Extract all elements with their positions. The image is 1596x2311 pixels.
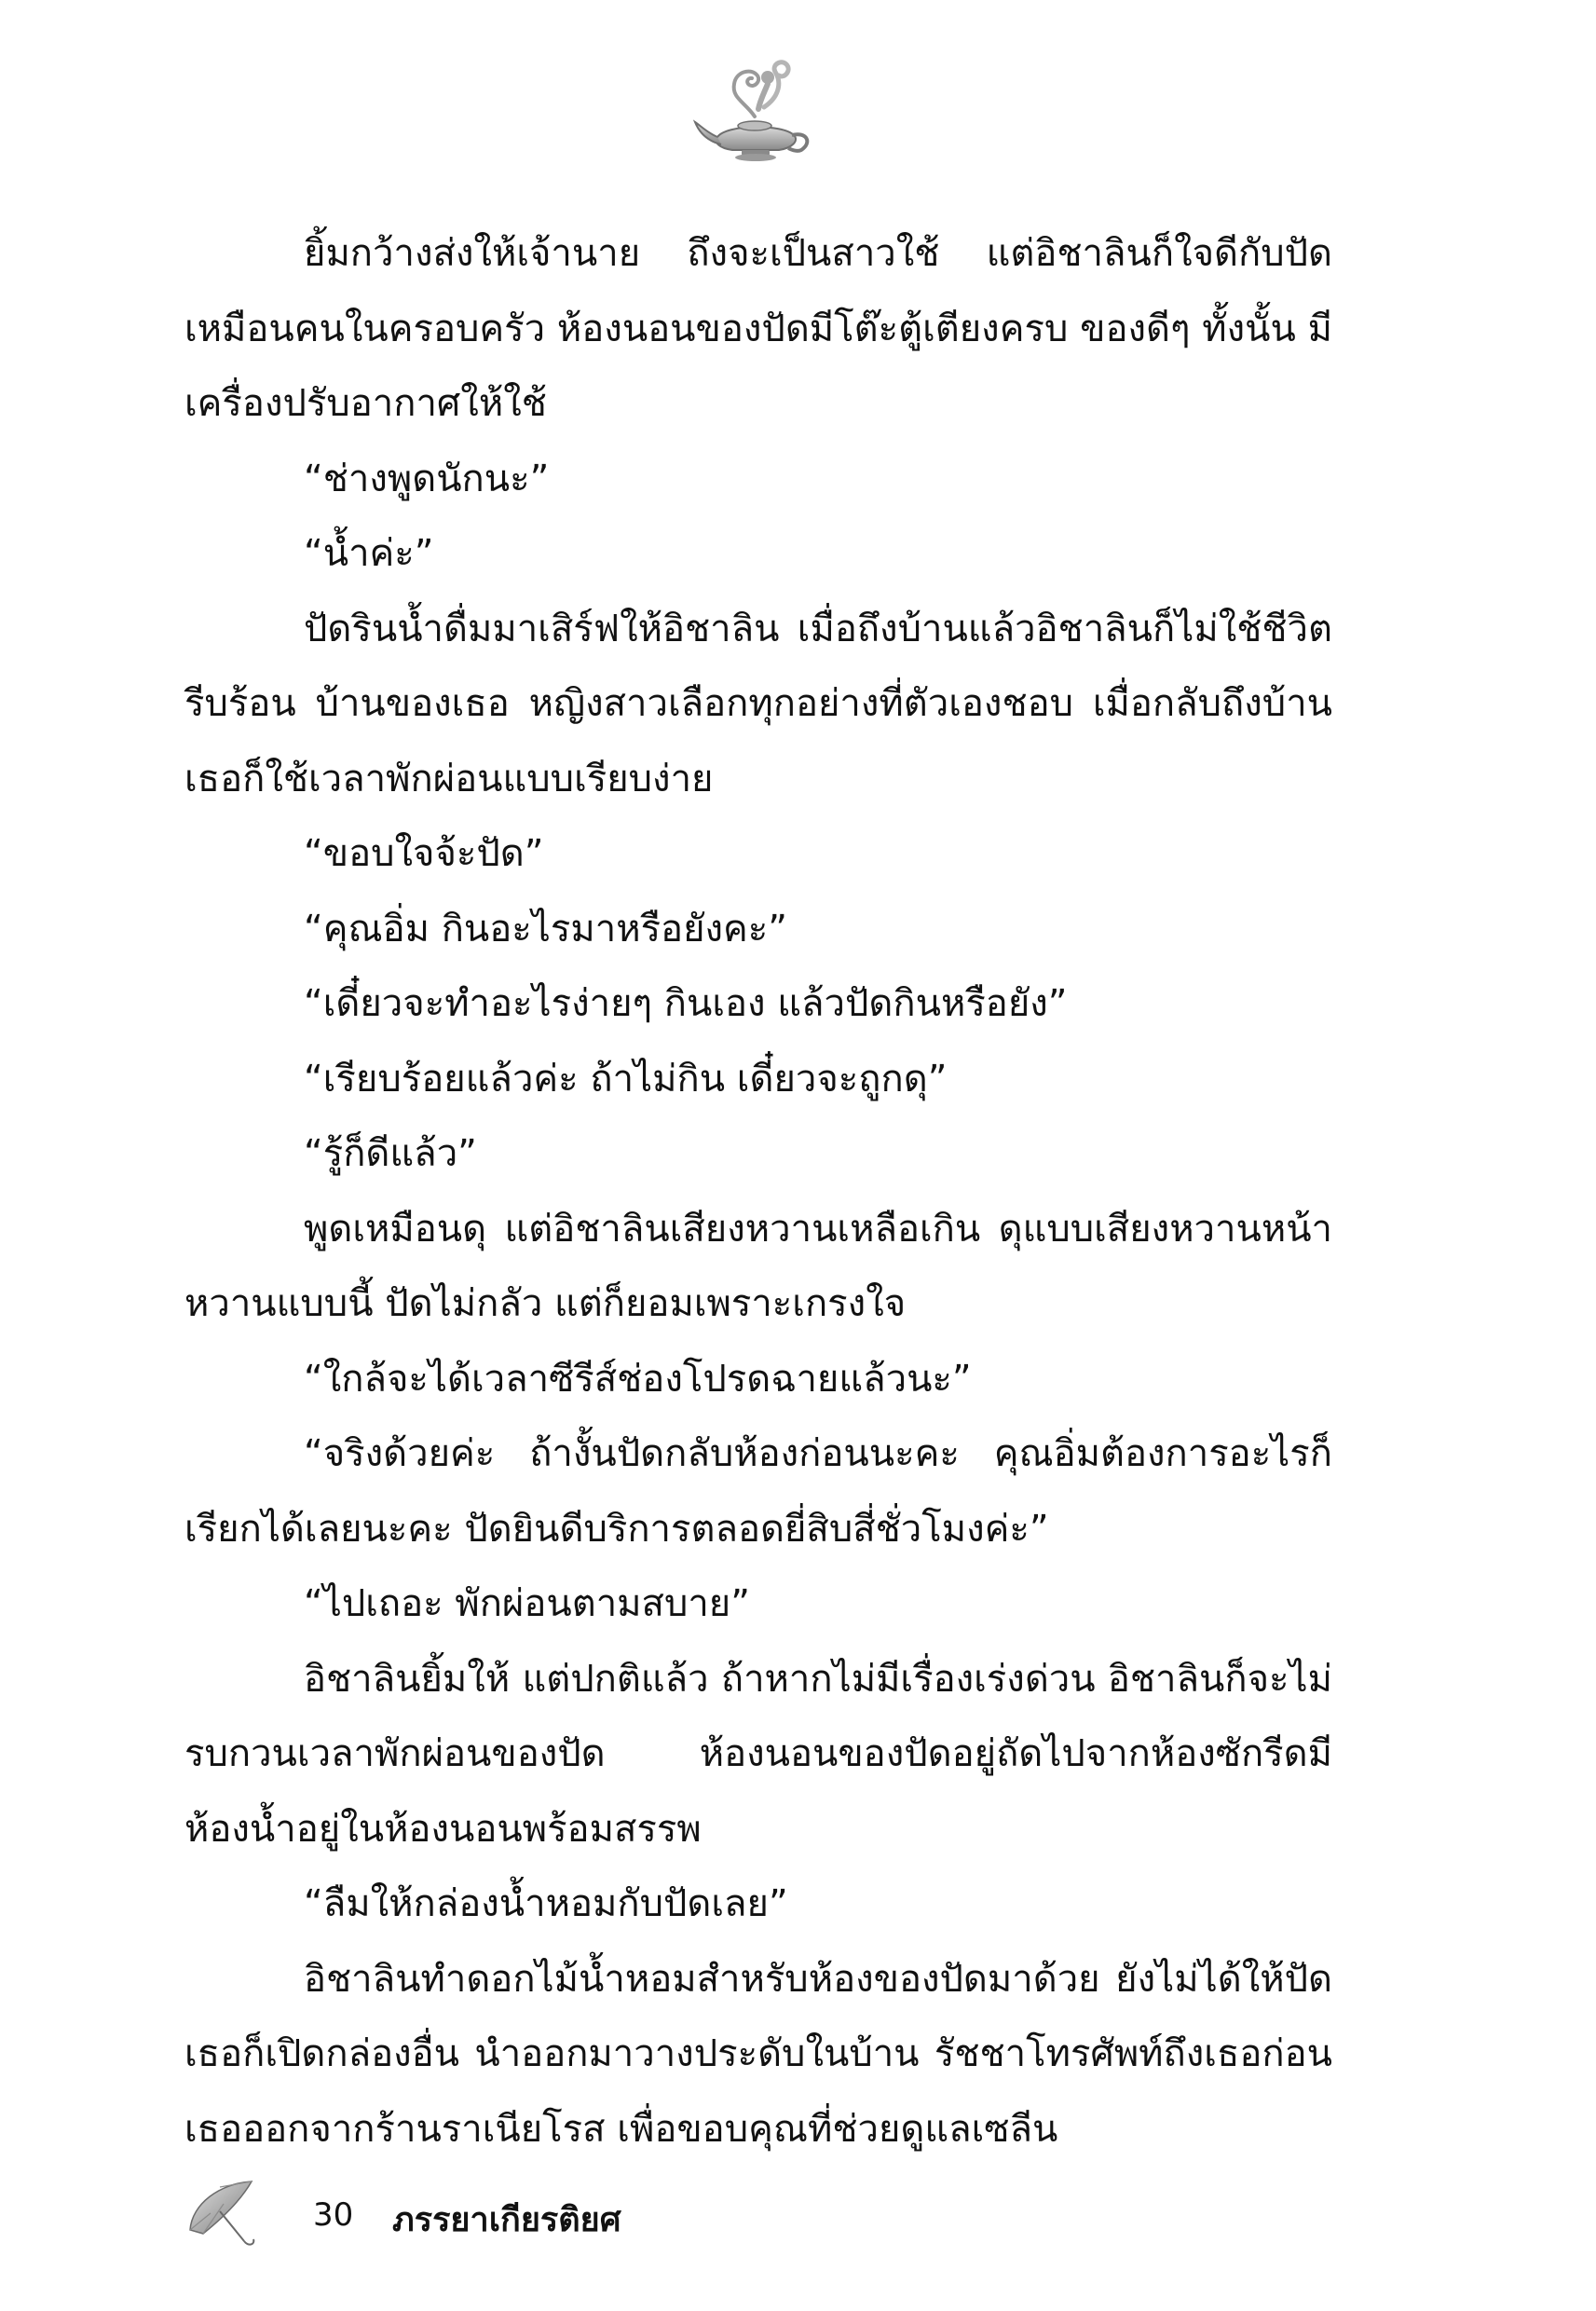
book-title: ภรรยาเกียรติยศ	[392, 2201, 621, 2239]
dialogue-line: “คุณอิ่ม กินอะไรมาหรือยังคะ”	[304, 907, 788, 950]
dialogue-line: “เรียบร้อยแล้วค่ะ ถ้าไม่กิน เดี๋ยวจะถูกดุ”	[304, 1057, 948, 1101]
dialogue-line: “เดี๋ยวจะทำอะไรง่ายๆ กินเอง แล้วปัดกินหรือยัง”	[304, 982, 1068, 1025]
paragraph: ยิ้มกว้างส่งให้เจ้านาย ถึงจะเป็นสาวใช้ แต่อิชาลินก็ใจดีกับปัดเหมือนคนในครอบครัว ห้องนอนของปัดมีโต๊ะตู้เตียงครบ ของดีๆ ทั้งนั้น มีเครื่องปรับอากาศให้ใช้	[184, 232, 1332, 425]
umbrella-icon	[183, 2176, 266, 2250]
paragraph: อิชาลินยิ้มให้ แต่ปกติแล้ว ถ้าหากไม่มีเรื่องเร่งด่วน อิชาลินก็จะไม่รบกวนเวลาพักผ่อนของปัด ห้องนอนของปัดอยู่ถัดไปจากห้องซักรีดมีห้องน้ำอยู่ในห้องนอนพร้อมสรรพ	[184, 1657, 1332, 1851]
page-number: 30	[313, 2196, 354, 2234]
paragraph: ปัดรินน้ำดื่มมาเสิร์ฟให้อิชาลิน เมื่อถึงบ้านแล้วอิชาลินก็ไม่ใช้ชีวิตรีบร้อน บ้านของเธอ หญิงสาวเลือกทุกอย่างที่ตัวเองชอบ เมื่อกลับถึงบ้าน เธอก็ใช้เวลาพักผ่อนแบบเรียบง่าย	[184, 607, 1332, 800]
chapter-body-text	[184, 216, 1332, 2167]
dialogue-line: “ขอบใจจ้ะปัด”	[304, 832, 544, 875]
paragraph: “จริงด้วยค่ะ ถ้างั้นปัดกลับห้องก่อนนะคะ คุณอิ่มต้องการอะไรก็เรียกได้เลยนะคะ ปัดยินดีบริการตลอดยี่สิบสี่ชั่วโมงค่ะ”	[184, 1432, 1332, 1551]
dialogue-line: “น้ำค่ะ”	[304, 532, 434, 575]
dialogue-line: “ลืมให้กล่องน้ำหอมกับปัดเลย”	[304, 1882, 788, 1925]
page-footer	[183, 2176, 1021, 2250]
dialogue-line: “ช่างพูดนักนะ”	[304, 457, 550, 500]
dialogue-line: “ใกล้จะได้เวลาซีรีส์ช่องโปรดฉายแล้วนะ”	[304, 1357, 972, 1401]
paragraph: อิชาลินทำดอกไม้น้ำหอมสำหรับห้องของปัดมาด้วย ยังไม่ได้ให้ปัด เธอก็เปิดกล่องอื่น นำออกมาวางประดับในบ้าน รัชชาโทรศัพท์ถึงเธอก่อนเธอออกจากร้านราเนียโรส เพื่อขอบคุณที่ช่วยดูแลเซลีน	[184, 1957, 1332, 2151]
dialogue-line: “ไปเถอะ พักผ่อนตามสบาย”	[304, 1582, 750, 1625]
genie-lamp-icon	[689, 51, 820, 163]
paragraph: พูดเหมือนดุ แต่อิชาลินเสียงหวานเหลือเกิน ดุแบบเสียงหวานหน้าหวานแบบนี้ ปัดไม่กลัว แต่ก็ยอมเพราะเกรงใจ	[184, 1207, 1332, 1325]
dialogue-line: “รู้ก็ดีแล้ว”	[304, 1132, 477, 1175]
